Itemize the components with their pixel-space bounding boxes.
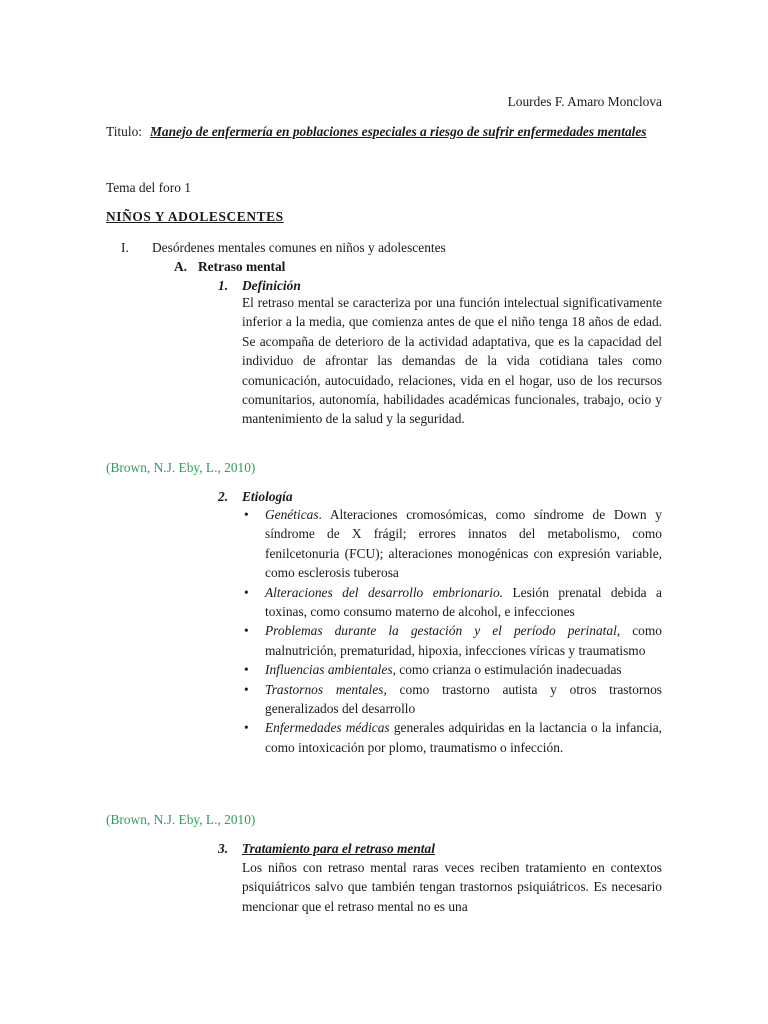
bullet-icon: • — [244, 662, 249, 678]
list-item — [242, 505, 662, 583]
outline-roman-numeral: I. — [121, 240, 129, 255]
list-item — [242, 680, 662, 719]
etiologia-heading: Etiología — [242, 489, 293, 504]
document-title: Manejo de enfermería en poblaciones especiales a riesgo de sufrir enfermedades mentales — [150, 124, 647, 139]
item-term: Alteraciones del desarrollo embrionario. — [265, 584, 503, 600]
outline-sub-heading: Retraso mental — [198, 259, 286, 274]
author-name: Lourdes F. Amaro Monclova — [507, 94, 662, 109]
bullet-icon: • — [244, 681, 249, 697]
item-term: Genéticas — [265, 507, 319, 522]
bullet-icon: • — [244, 507, 249, 522]
tratamiento-number: 3. — [218, 841, 229, 856]
list-item — [242, 660, 662, 679]
outline-roman-text: Desórdenes mentales comunes en niños y adolescentes — [152, 240, 446, 255]
definicion-heading: Definición — [242, 278, 301, 293]
item-text: generales adquiridas en la lactancia o la infancia, como intoxicación por plomo, traumatismo o infección. — [265, 720, 662, 755]
definicion-paragraph: El retraso mental se caracteriza por una función intelectual significativamente inferior a la media, que comienza antes de que el niño tenga 18 años de edad. Se acompaña de deterioro de la actividad adaptativa, que es la capacidad del individuo de afrontar las demandas de la vida cotidiana tales como comunicación, autocuidado, relaciones, vida en el hogar, uso de los recursos comunitarios, autonomía, habilidades académicas funcionales, trabajo, ocio y mantenimiento de la salud y la seguridad. — [242, 295, 662, 427]
definicion-citation: (Brown, N.J. Eby, L., 2010) — [106, 460, 256, 475]
etiologia-list — [242, 505, 662, 757]
list-item — [242, 583, 662, 622]
item-term: Enfermedades médicas — [265, 720, 390, 736]
item-text: , como malnutrición, prematuridad, hipoxia, infecciones víricas y traumatismo — [265, 623, 662, 658]
tratamiento-paragraph: Los niños con retraso mental raras veces reciben tratamiento en contextos psiquiátricos salvo que también tengan trastornos psiquiátricos. Es necesario mencionar que el retraso mental no es una — [242, 860, 662, 914]
item-text: . Alteraciones cromosómicas, como síndrome de Down y síndrome de X frágil; errores innatos del metabolismo, como fenilcetonuria (FCU); alteraciones monogénicas con expresión variable, como esclerosis tuberosa — [265, 507, 662, 581]
tratamiento-heading: Tratamiento para el retraso mental — [242, 841, 435, 856]
section-heading: NIÑOS Y ADOLESCENTES — [106, 209, 284, 224]
list-item — [242, 718, 662, 757]
definicion-number: 1. — [218, 278, 229, 293]
etiologia-citation: (Brown, N.J. Eby, L., 2010) — [106, 812, 256, 827]
etiologia-number: 2. — [218, 489, 229, 504]
item-text: Lesión prenatal debida a toxinas, como consumo materno de alcohol, e infecciones — [265, 584, 663, 620]
list-item — [242, 621, 662, 660]
item-term: Problemas durante la gestación y el período perinatal — [265, 623, 617, 639]
bullet-icon: • — [244, 623, 249, 639]
bullet-icon: • — [244, 584, 249, 600]
item-term: Trastornos mentales — [265, 681, 384, 697]
title-label: Titulo: — [106, 124, 142, 139]
item-term: Influencias ambientales — [265, 662, 393, 678]
bullet-icon: • — [244, 720, 249, 736]
item-text: , como trastorno autista y otros trastornos generalizados del desarrollo — [265, 681, 662, 717]
outline-sub-letter: A. — [174, 259, 188, 274]
forum-topic: Tema del foro 1 — [106, 180, 191, 195]
item-text: , como crianza o estimulación inadecuadas — [392, 662, 622, 678]
